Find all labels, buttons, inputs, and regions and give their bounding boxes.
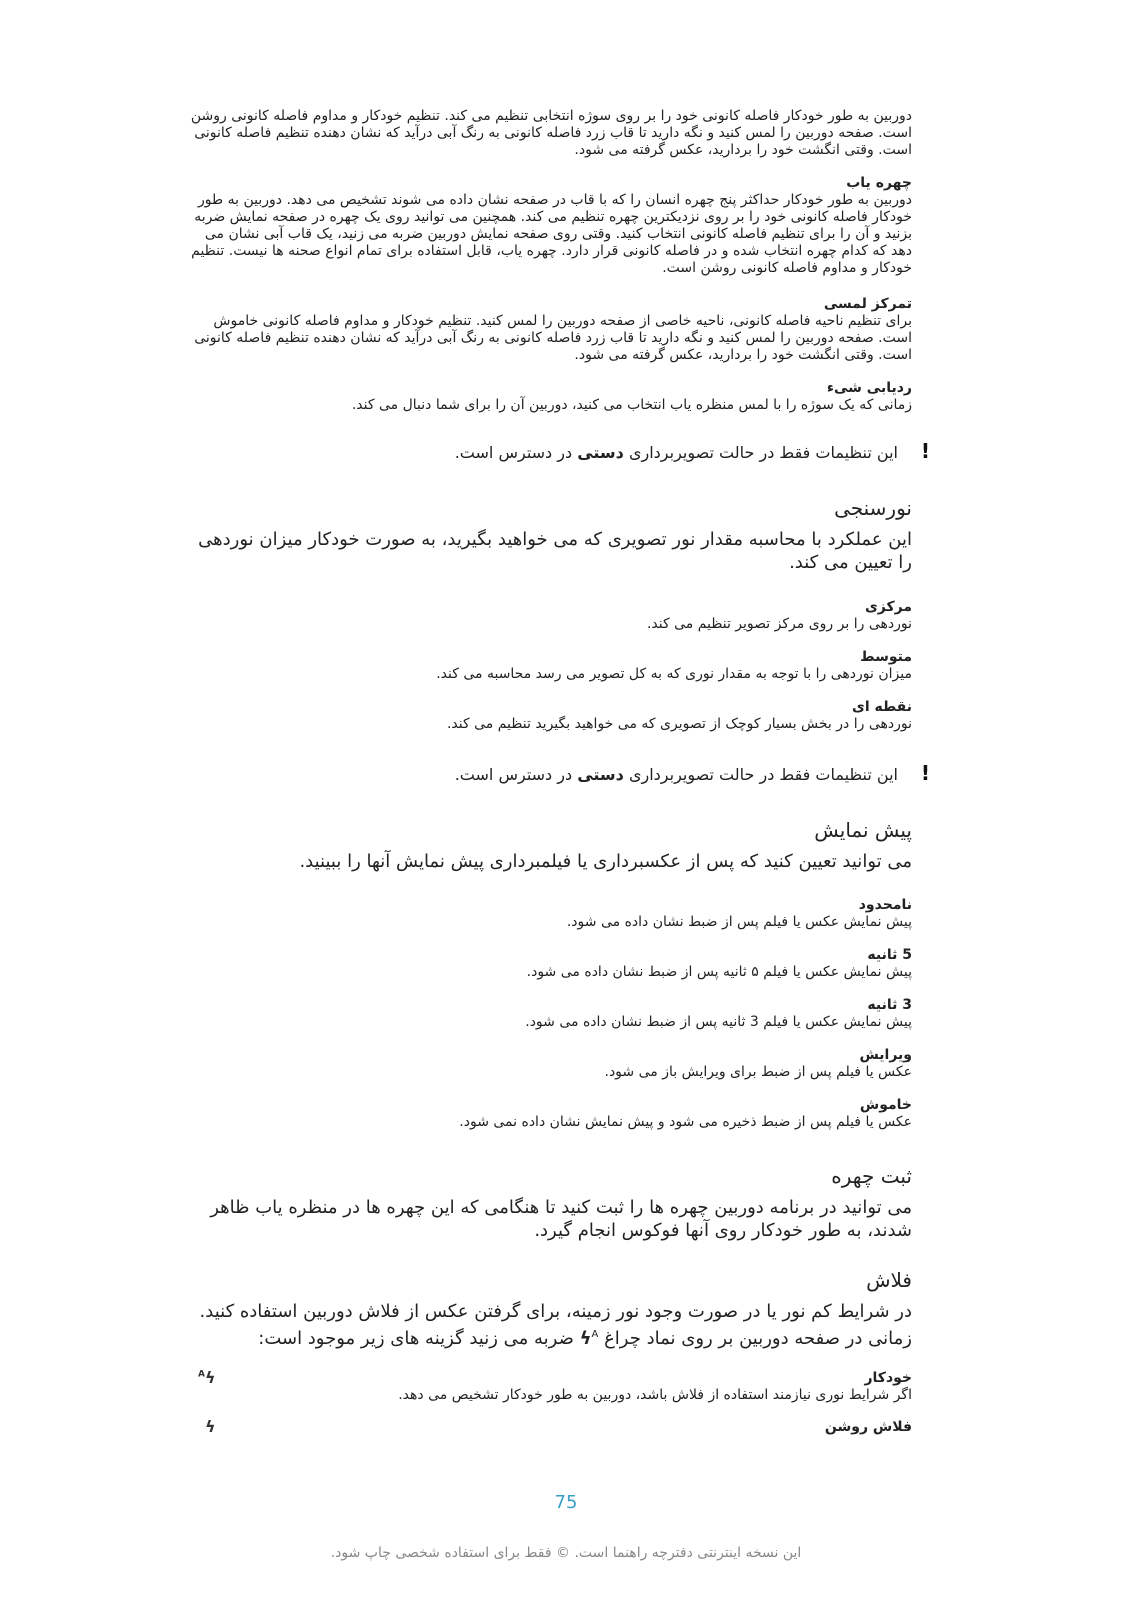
footer-note: این نسخه اینترنتی دفترچه راهنما است. © فقط برای استفاده شخصی چاپ شود. [330, 1545, 802, 1561]
face-register-section [180, 1163, 912, 1242]
desc-touch-focus: برای تنظیم ناحیه فاصله کانونی، ناحیه خاصی از صفحه دوربین را لمس کنید. تنظیم خودکار و مداوم فاصله کانونی خاموش است. صفحه دوربین را لمس کنید و نگه دارید تا قاب زرد فاصله کانونی به رنگ آبی درآید که نشان دهنده تنظیم فاصله کانونی است. وقتی انگشت خود را بردارید، عکس گرفته می شود. [194, 313, 912, 363]
focus-intro-block [180, 108, 912, 159]
metering-item-average: متوسط میزان نوردهی را با توجه به مقدار نوری که به کل تصویر می رسد محاسبه می کند. [436, 649, 912, 682]
focus-item-touch-focus [180, 296, 912, 364]
metering-item-center: مرکزی نوردهی را بر روی مرکز تصویر تنظیم می کند. [646, 599, 912, 632]
section-heading-preview: پیش نمایش [814, 818, 912, 842]
face-register-lead: می توانید در برنامه دوربین چهره ها را ثبت کنید تا هنگامی که این چهره ها در منظره یاب ظاهر شدند، به طور خودکار روی آنها فوکوس انجام گیرد. [210, 1197, 912, 1241]
preview-item-edit: ویرایش عکس یا فیلم پس از ضبط برای ویرایش باز می شود. [604, 1047, 912, 1080]
flash-auto-icon: $ϟ^A$ [579, 1328, 599, 1349]
focus-intro: دوربین به طور خودکار فاصله کانونی خود را بر روی سوژه انتخابی تنظیم می کند. تنظیم خودکار و مداوم فاصله کانونی روشن است. صفحه دوربین را لمس کنید و نگه دارید تا قاب زرد فاصله کانونی به رنگ آبی درآید که نشان دهنده تنظیم فاصله کانونی است. وقتی انگشت خود را بردارید، عکس گرفته می شود. [190, 108, 912, 158]
term-touch-focus: تمرکز لمسی [823, 296, 912, 312]
term-face-detection: چهره یاب [846, 175, 912, 191]
manual-mode-note-2: ! این تنظیمات فقط در حالت تصویربرداری دستی در دسترس است. [454, 761, 930, 785]
page-number: 75 [554, 1492, 578, 1513]
desc-face-detection: دوربین به طور خودکار حداکثر پنج چهره انسان را که با قاب در صفحه نشان داده می شوند تشخیص می دهد. دوربین به طور خودکار فاصله کانونی خود را بر روی نزدیکترین چهره تنظیم می کند. همچنین می توانید روی یک چهره در صفحه نمایش ضربه بزنید و آن را برای تنظیم فاصله کانونی انتخاب کنید. وقتی روی صفحه نمایش دوربین ضربه می زنید، یک قاب آبی نشان می دهد که کدام چهره انتخاب شده و در فاصله کانونی قرار دارد. چهره یاب، قابل استفاده برای تمام انواع صحنه ها نیست. تنظیم خودکار و مداوم فاصله کانونی روشن است. [191, 192, 912, 276]
flash-on-icon: ϟ [205, 1417, 216, 1436]
preview-item-3-seconds: 3 ثانیه پیش نمایش عکس یا فیلم 3 ثانیه پس از ضبط نشان داده می شود. [525, 997, 912, 1030]
preview-item-off: خاموش عکس یا فیلم پس از ضبط ذخیره می شود و پیش نمایش نشان داده نمی شود. [459, 1097, 912, 1130]
preview-item-5-seconds: 5 ثانیه پیش نمایش عکس یا فیلم ۵ ثانیه پس از ضبط نشان داده می شود. [526, 947, 912, 980]
section-heading-metering: نورسنجی [834, 496, 912, 520]
preview-item-unlimited: نامحدود پیش نمایش عکس یا فیلم پس از ضبط نشان داده می شود. [566, 897, 912, 930]
flash-lead-2: زمانی در صفحه دوربین بر روی نماد چراغ $ϟ^A$ ضربه می زنید گزینه های زیر موجود است: [258, 1328, 912, 1349]
focus-item-face-detection [180, 175, 912, 277]
metering-lead: این عملکرد با محاسبه مقدار نور تصویری که می خواهید بگیرید، به صورت خودکار میزان نوردهی را تعیین می کند. [198, 529, 912, 573]
metering-item-spot: نقطه ای نوردهی را در بخش بسیار کوچک از تصویری که می خواهید بگیرید تنظیم می کند. [446, 699, 912, 732]
flash-item-on: فلاش روشن [824, 1419, 912, 1435]
section-heading-face-register: ثبت چهره [831, 1164, 912, 1188]
preview-section [180, 817, 912, 873]
flash-lead-1: در شرایط کم نور یا در صورت وجود نور زمینه، برای گرفتن عکس از فلاش دوربین استفاده کنید. [199, 1301, 912, 1322]
warning-icon: ! [920, 761, 930, 785]
focus-item-object-tracking [180, 380, 912, 414]
term-object-tracking: ردیابی شیء [826, 380, 912, 396]
flash-auto-icon: $^A$ϟ [198, 1368, 216, 1387]
preview-lead: می توانید تعیین کنید که پس از عکسبرداری یا فیلمبرداری پیش نمایش آنها را ببینید. [299, 851, 912, 872]
flash-item-auto: خودکار اگر شرایط نوری نیازمند استفاده از فلاش باشد، دوربین به طور خودکار تشخیص می دهد. [398, 1370, 912, 1403]
flash-section [180, 1267, 912, 1350]
desc-object-tracking: زمانی که یک سوژه را با لمس منظره یاب انتخاب می کنید، دوربین آن را برای شما دنبال می کند. [351, 397, 912, 413]
section-heading-flash: فلاش [866, 1268, 912, 1292]
manual-mode-note-1: ! این تنظیمات فقط در حالت تصویربرداری دستی در دسترس است. [454, 439, 930, 463]
warning-icon: ! [920, 439, 930, 463]
metering-section [180, 495, 912, 574]
